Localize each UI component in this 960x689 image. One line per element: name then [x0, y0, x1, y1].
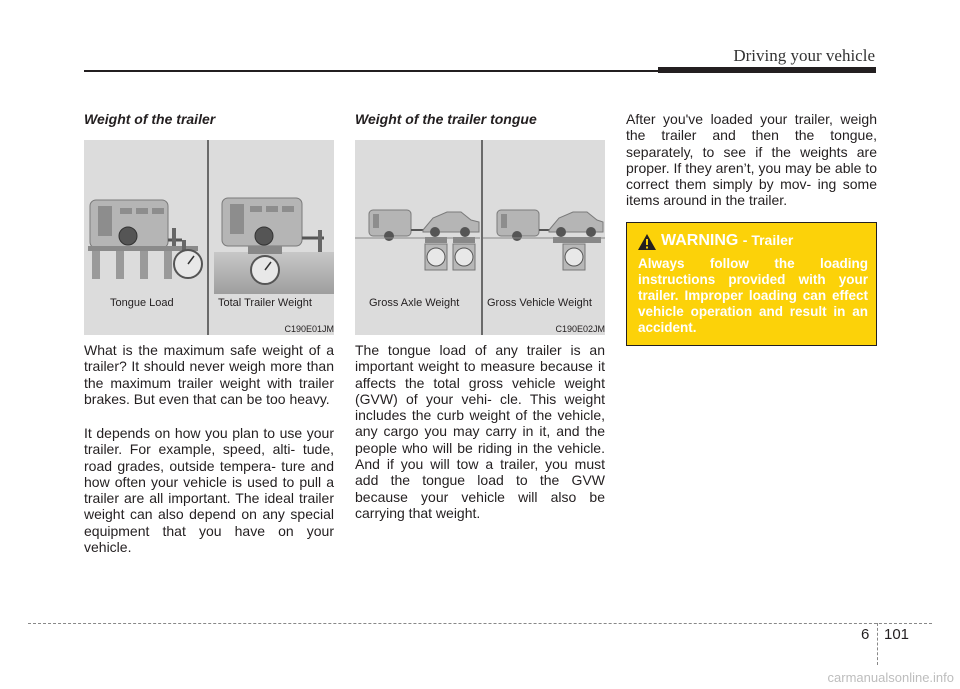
warning-triangle-icon [637, 233, 657, 251]
label-gross-vehicle-weight: Gross Vehicle Weight [487, 297, 592, 309]
heading-trailer-weight: Weight of the trailer [84, 111, 216, 127]
gross-axle-scene [355, 210, 480, 270]
paragraph-after-loading: After you've loaded your trailer, weigh the trailer and then the tongue, separately, to see if the weights are proper. If they aren’t, you may be able to correct them simply by mov- ing some items around in the trailer. [626, 111, 877, 209]
tongue-load-scene [88, 200, 202, 279]
section-title: Driving your vehicle [733, 46, 875, 65]
header-rule-accent [658, 67, 876, 73]
figure-code: C190E02JM [555, 324, 605, 334]
warning-box [626, 222, 877, 346]
figure-tongue-weight [355, 140, 605, 335]
footer-divider [877, 623, 878, 665]
paragraph-tongue-load: The tongue load of any trailer is an important weight to measure because it affects the total gross vehicle weight (GVW) of your vehi- cle. This weight includes the curb weight of the vehicle, any cargo you may carry in it, and the people who will be riding in the vehicle. And if you will tow a trailer, you must add the tongue load to the GVW because your vehicle will also be carrying that weight. [355, 342, 605, 521]
footer-rule [28, 623, 932, 624]
warning-title-main: WARNING [661, 232, 739, 249]
total-weight-scene [214, 198, 334, 294]
label-tongue-load: Tongue Load [110, 297, 174, 309]
chapter-number: 6 [861, 626, 870, 643]
label-gross-axle-weight: Gross Axle Weight [369, 297, 460, 309]
watermark: carmanualsonline.info [827, 670, 954, 685]
figure-code: C190E01JM [284, 324, 334, 334]
warning-title [661, 232, 793, 250]
warning-title-sub: - Trailer [742, 232, 794, 248]
paragraph-max-weight: What is the maximum safe weight of a trailer? It should never weigh more than the maximum trailer weight with trailer brakes. But even that can be too heavy. [84, 342, 334, 407]
label-total-trailer-weight: Total Trailer Weight [218, 297, 312, 309]
figure-trailer-weight [84, 140, 334, 335]
heading-tongue-weight: Weight of the trailer tongue [355, 111, 537, 127]
warning-text: Always follow the loading instructions provided with your trailer. Improper loading can effect vehicle operation and result in an accident. [638, 256, 868, 335]
page-number: 101 [884, 626, 910, 643]
paragraph-depends: It depends on how you plan to use your trailer. For example, speed, alti- tude, road grades, outside tempera- ture and how often your vehicle is used to pull a trailer are all important. The ideal trailer weight can also depend on any special equipment that you have on your vehicle. [84, 425, 334, 556]
gross-vehicle-scene [483, 210, 605, 270]
